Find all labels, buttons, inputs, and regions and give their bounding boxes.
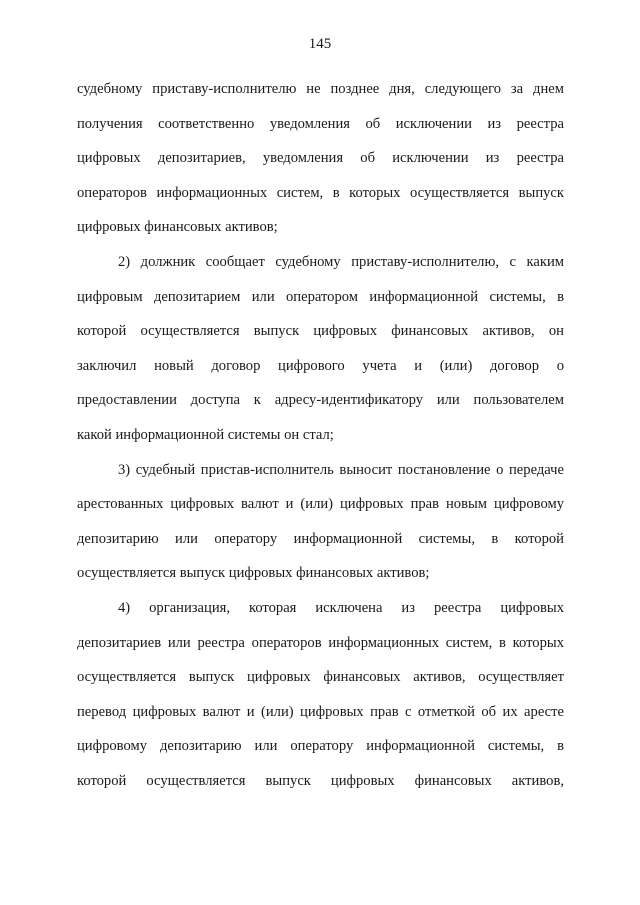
text-line: которой осуществляется выпуск цифровых финансовых активов, он (77, 323, 564, 340)
text-line: перевод цифровых валют и (или) цифровых прав с отметкой об их аресте (77, 703, 564, 720)
text-line: получения соответственно уведомления об исключении из реестра (77, 115, 564, 132)
text-line: цифровому депозитарию или оператору информационной системы, в (77, 738, 564, 755)
paragraph-4 (77, 591, 564, 799)
text-line: 3) судебный пристав-исполнитель выносит постановление о передаче (118, 461, 564, 478)
text-line: депозитарию или оператору информационной системы, в которой (77, 530, 564, 547)
text-line: осуществляется выпуск цифровых финансовых активов, осуществляет (77, 669, 564, 686)
text-line: арестованных цифровых валют и (или) цифровых прав новым цифровому (77, 496, 564, 513)
text-line: цифровым депозитарием или оператором информационной системы, в (77, 288, 564, 305)
document-body (77, 72, 564, 798)
text-line: судебному приставу-исполнителю не позднее дня, следующего за днем (77, 81, 564, 97)
text-line: цифровых финансовых активов; (77, 219, 278, 236)
paragraph-2 (77, 245, 564, 453)
text-line: 2) должник сообщает судебному приставу-исполнителю, с каким (118, 253, 564, 270)
text-line: осуществляется выпуск цифровых финансовых активов; (77, 565, 430, 582)
text-line: цифровых депозитариев, уведомления об исключении из реестра (77, 150, 564, 167)
paragraph-1 (77, 72, 564, 245)
text-line: предоставлении доступа к адресу-идентификатору или пользователем (77, 392, 564, 409)
text-line: 4) организация, которая исключена из реестра цифровых (118, 599, 564, 616)
text-line: депозитариев или реестра операторов информационных систем, в которых (77, 634, 564, 651)
page-number: 145 (308, 36, 332, 52)
text-line: которой осуществляется выпуск цифровых финансовых активов, (77, 772, 564, 789)
text-line: какой информационной системы он стал; (77, 426, 334, 443)
text-line: операторов информационных систем, в которых осуществляется выпуск (77, 184, 564, 201)
paragraph-3 (77, 453, 564, 591)
text-line: заключил новый договор цифрового учета и (или) договор о (77, 357, 564, 374)
